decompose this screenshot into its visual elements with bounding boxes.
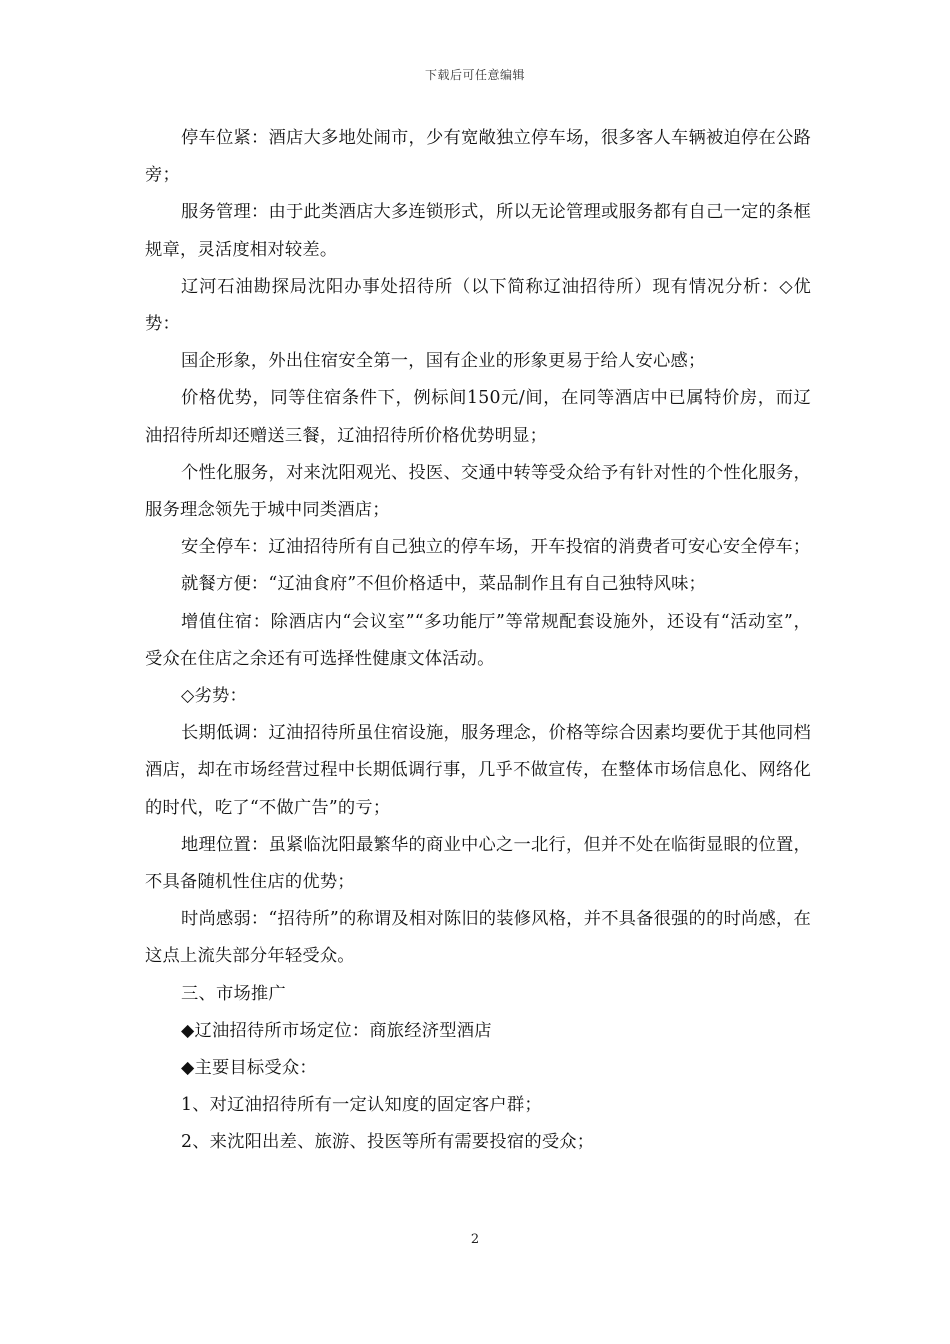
paragraph-target-audience-heading: ◆主要目标受众：	[181, 1058, 317, 1079]
paragraph-price-advantage: 价格优势，同等住宿条件下，例标间150元/间，在同等酒店中已属特价房，而辽油招待所却还赠送三餐，辽油招待所价格优势明显；	[145, 388, 811, 446]
list-item-audience-1: 1、对辽油招待所有一定认知度的固定客户群；	[181, 1095, 542, 1116]
paragraph-personalized-service: 个性化服务，对来沈阳观光、投医、交通中转等受众给予有针对性的个性化服务，服务理念领先于城中同类酒店；	[145, 462, 811, 521]
paragraph-value-added-stay: 增值住宿：除酒店内“会议室”“多功能厅”等常规配套设施外，还设有“活动室”，受众在住店之余还有可选择性健康文体活动。	[145, 611, 811, 669]
list-item-audience-2: 2、来沈阳出差、旅游、投医等所有需要投宿的受众；	[181, 1132, 595, 1153]
paragraph-safe-parking: 安全停车：辽油招待所有自己独立的停车场，开车投宿的消费者可安心安全停车；	[181, 537, 811, 558]
paragraph-service-management: 服务管理：由于此类酒店大多连锁形式，所以无论管理或服务都有自己一定的条框规章，灵活度相对较差。	[145, 202, 811, 260]
document-body	[145, 120, 811, 1162]
heading-market-promotion: 三、市场推广	[181, 983, 286, 1004]
page-number: 2	[470, 1232, 480, 1247]
page-header: 下载后可任意编辑	[424, 68, 525, 82]
paragraph-parking-tight: 停车位紧：酒店大多地处闹市，少有宽敞独立停车场，很多客人车辆被迫停在公路旁；	[145, 128, 811, 186]
paragraph-soe-image: 国企形象，外出住宿安全第一，国有企业的形象更易于给人安心感；	[181, 351, 706, 372]
paragraph-location: 地理位置：虽紧临沈阳最繁华的商业中心之一北行，但并不处在临街显眼的位置，不具备随机性住店的优势；	[145, 834, 811, 893]
paragraph-low-profile: 长期低调：辽油招待所虽住宿设施，服务理念，价格等综合因素均要优于其他同档酒店，却在市场经营过程中长期低调行事，几乎不做宣传，在整体市场信息化、网络化的时代，吃了“不做广告”的亏；	[145, 723, 811, 818]
paragraph-status-analysis: 辽河石油勘探局沈阳办事处招待所（以下简称辽油招待所）现有情况分析：◇优势：	[145, 276, 811, 335]
heading-disadvantages: ◇劣势：	[181, 686, 247, 707]
paragraph-market-positioning: ◆辽油招待所市场定位：商旅经济型酒店	[181, 1020, 492, 1041]
paragraph-weak-fashion: 时尚感弱：“招待所”的称谓及相对陈旧的装修风格，并不具备很强的的时尚感，在这点上流失部分年轻受众。	[145, 909, 811, 967]
paragraph-convenient-dining: 就餐方便：“辽油食府”不但价格适中，菜品制作且有自己独特风味；	[181, 574, 707, 595]
